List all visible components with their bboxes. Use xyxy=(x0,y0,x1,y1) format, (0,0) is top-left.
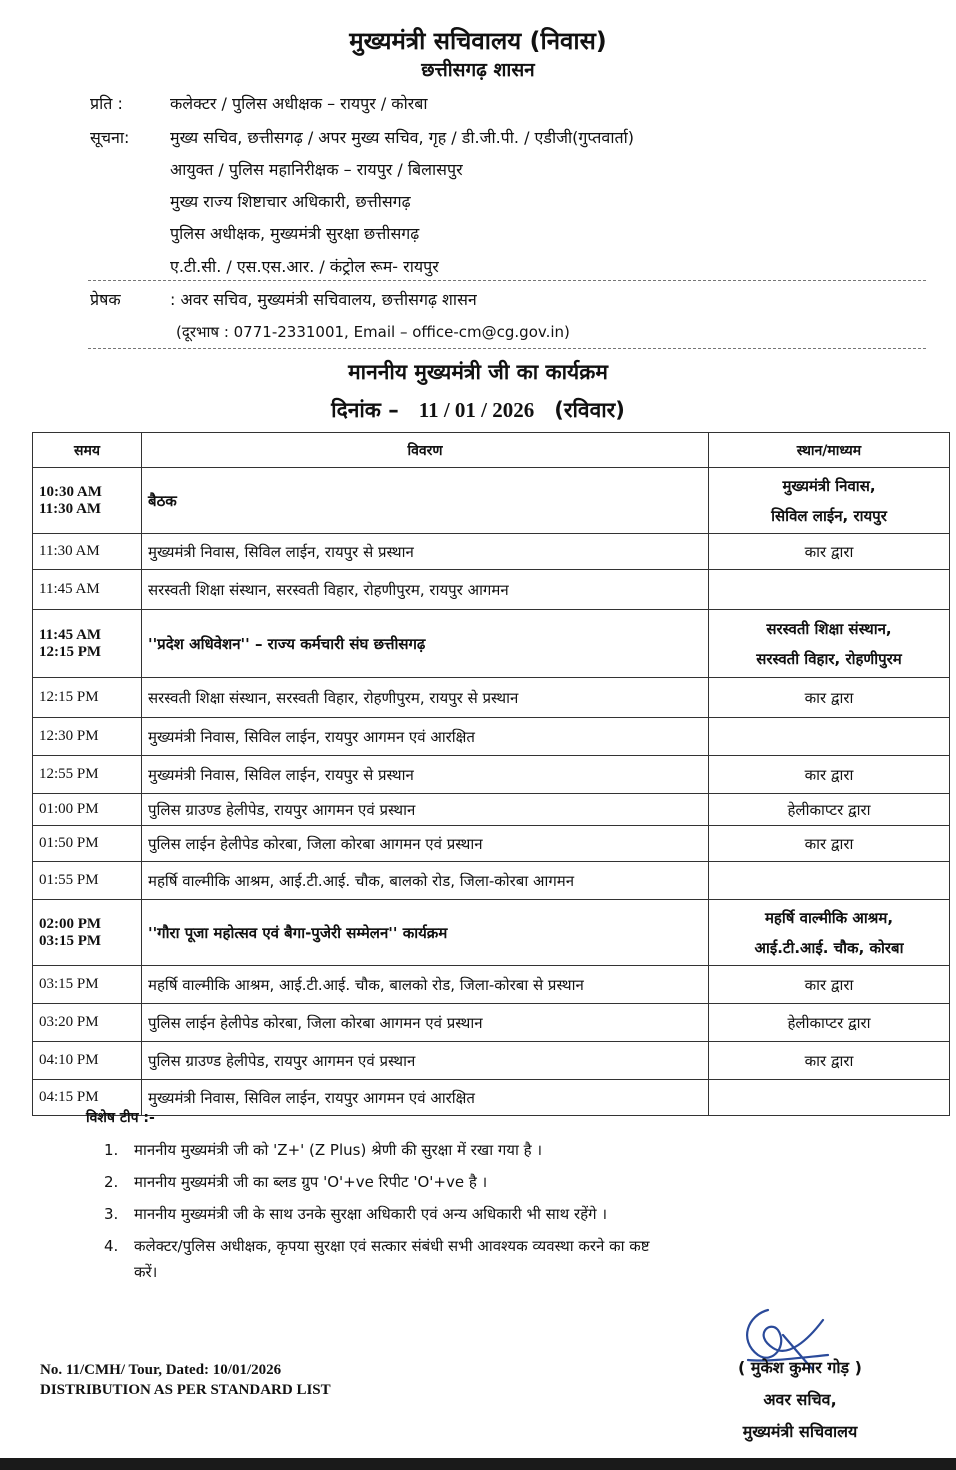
description-cell: सरस्वती शिक्षा संस्थान, सरस्वती विहार, रोहणीपुरम, रायपुर आगमन xyxy=(142,570,709,610)
sender-text: : अवर सचिव, मुख्यमंत्री सचिवालय, छत्तीसगढ़ शासन xyxy=(170,290,477,309)
description-cell: महर्षि वाल्मीकि आश्रम, आई.टी.आई. चौक, बालको रोड, जिला-कोरबा से प्रस्थान xyxy=(142,966,709,1004)
info-line-5: ए.टी.सी. / एस.एस.आर. / कंट्रोल रूम- रायपुर xyxy=(170,257,439,276)
table-row xyxy=(33,966,950,1004)
time-cell: 12:55 PM xyxy=(33,756,142,794)
sender-label: प्रेषक xyxy=(90,290,121,309)
table-row xyxy=(33,718,950,756)
table-header-row xyxy=(33,433,950,468)
description-cell: महर्षि वाल्मीकि आश्रम, आई.टी.आई. चौक, बालको रोड, जिला-कोरबा आगमन xyxy=(142,862,709,900)
description-cell: पुलिस ग्राउण्ड हेलीपेड, रायपुर आगमन एवं प्रस्थान xyxy=(142,1042,709,1080)
place-cell: मुख्यमंत्री निवास, सिविल लाईन, रायपुर xyxy=(709,468,950,534)
day-value: (रविवार) xyxy=(554,398,625,422)
info-line-2: आयुक्त / पुलिस महानिरीक्षक – रायपुर / बिलासपुर xyxy=(170,160,463,179)
description-cell: ''प्रदेश अधिवेशन'' – राज्य कर्मचारी संघ छत्तीसगढ़ xyxy=(142,610,709,678)
place-cell: सरस्वती शिक्षा संस्थान, सरस्वती विहार, रोहणीपुरम xyxy=(709,610,950,678)
time-cell: 10:30 AM 11:30 AM xyxy=(33,468,142,534)
date-label: दिनांक – xyxy=(331,398,399,422)
place-cell: महर्षि वाल्मीकि आश्रम, आई.टी.आई. चौक, कोरबा xyxy=(709,900,950,966)
header-time: समय xyxy=(33,433,142,468)
note-item: 4. कलेक्टर/पुलिस अधीक्षक, कृपया सुरक्षा एवं सत्कार संबंधी सभी आवश्यक व्यवस्था करने का कष्ट xyxy=(104,1237,650,1255)
table-row xyxy=(33,678,950,718)
place-cell: हेलीकाप्टर द्वारा xyxy=(709,1004,950,1042)
sender-line xyxy=(90,288,477,310)
bottom-edge-band xyxy=(0,1458,956,1470)
programme-date-line xyxy=(0,396,956,424)
place-cell: कार द्वारा xyxy=(709,534,950,570)
header-description: विवरण xyxy=(142,433,709,468)
place-cell xyxy=(709,862,950,900)
table-row xyxy=(33,570,950,610)
description-cell: मुख्यमंत्री निवास, सिविल लाईन, रायपुर आगमन एवं आरक्षित xyxy=(142,1080,709,1116)
time-cell: 02:00 PM 03:15 PM xyxy=(33,900,142,966)
to-line xyxy=(90,92,428,114)
time-cell: 01:55 PM xyxy=(33,862,142,900)
time-cell: 01:00 PM xyxy=(33,794,142,826)
time-cell: 04:15 PM xyxy=(33,1080,142,1116)
info-line-1: मुख्य सचिव, छत्तीसगढ़ / अपर मुख्य सचिव, गृह / डी.जी.पी. / एडीजी(गुप्तवार्ता) xyxy=(170,128,634,147)
description-cell: पुलिस ग्राउण्ड हेलीपेड, रायपुर आगमन एवं प्रस्थान xyxy=(142,794,709,826)
time-cell: 11:45 AM 12:15 PM xyxy=(33,610,142,678)
description-cell: पुलिस लाईन हेलीपेड कोरबा, जिला कोरबा आगमन एवं प्रस्थान xyxy=(142,826,709,862)
date-value: 11 / 01 / 2026 xyxy=(418,398,535,422)
to-text: कलेक्टर / पुलिस अधीक्षक – रायपुर / कोरबा xyxy=(170,94,428,113)
government-subtitle: छत्तीसगढ़ शासन xyxy=(421,59,535,81)
contact-line: (दूरभाष : 0771-2331001, Email – office-cm@cg.gov.in) xyxy=(176,323,570,341)
description-cell: बैठक xyxy=(142,468,709,534)
signatory-designation: अवर सचिव, xyxy=(763,1390,837,1409)
table-row xyxy=(33,610,950,678)
time-cell: 04:10 PM xyxy=(33,1042,142,1080)
info-line-3: मुख्य राज्य शिष्टाचार अधिकारी, छत्तीसगढ़ xyxy=(170,192,411,211)
time-cell: 03:20 PM xyxy=(33,1004,142,1042)
table-row xyxy=(33,1042,950,1080)
divider-2 xyxy=(88,348,926,349)
note-item: 3. माननीय मुख्यमंत्री जी के साथ उनके सुरक्षा अधिकारी एवं अन्य अधिकारी भी साथ रहेंगे । xyxy=(104,1205,608,1223)
place-cell: कार द्वारा xyxy=(709,1042,950,1080)
distribution-note: DISTRIBUTION AS PER STANDARD LIST xyxy=(40,1382,331,1398)
place-cell xyxy=(709,1080,950,1116)
table-row xyxy=(33,756,950,794)
info-line xyxy=(90,126,634,148)
description-cell: मुख्यमंत्री निवास, सिविल लाईन, रायपुर आगमन एवं आरक्षित xyxy=(142,718,709,756)
table-row xyxy=(33,468,950,534)
description-cell: सरस्वती शिक्षा संस्थान, सरस्वती विहार, रोहणीपुरम, रायपुर से प्रस्थान xyxy=(142,678,709,718)
note-item: 1. माननीय मुख्यमंत्री जी को 'Z+' (Z Plus) श्रेणी की सुरक्षा में रखा गया है । xyxy=(104,1141,543,1159)
info-label: सूचना: xyxy=(90,128,130,147)
place-cell xyxy=(709,570,950,610)
time-cell: 03:15 PM xyxy=(33,966,142,1004)
table-row xyxy=(33,1004,950,1042)
time-cell: 12:30 PM xyxy=(33,718,142,756)
notes-heading: विशेष टीप :- xyxy=(86,1110,155,1126)
description-cell: मुख्यमंत्री निवास, सिविल लाईन, रायपुर से प्रस्थान xyxy=(142,756,709,794)
to-label: प्रति : xyxy=(90,94,123,113)
programme-title: माननीय मुख्यमंत्री जी का कार्यक्रम xyxy=(348,360,608,384)
place-cell: कार द्वारा xyxy=(709,966,950,1004)
time-cell: 11:45 AM xyxy=(33,570,142,610)
table-row xyxy=(33,1080,950,1116)
header-place: स्थान/माध्यम xyxy=(709,433,950,468)
place-cell: कार द्वारा xyxy=(709,756,950,794)
office-title: मुख्यमंत्री सचिवालय (निवास) xyxy=(349,27,607,55)
place-cell xyxy=(709,718,950,756)
signatory-name: ( मुकेश कुमार गोड़ ) xyxy=(738,1358,862,1377)
place-cell: कार द्वारा xyxy=(709,678,950,718)
table-row xyxy=(33,826,950,862)
note-item: 2. माननीय मुख्यमंत्री जी का ब्लड ग्रुप 'O'+ve रिपीट 'O'+ve है । xyxy=(104,1173,488,1191)
info-line-4: पुलिस अधीक्षक, मुख्यमंत्री सुरक्षा छत्तीसगढ़ xyxy=(170,224,420,243)
place-cell: हेलीकाप्टर द्वारा xyxy=(709,794,950,826)
description-cell: मुख्यमंत्री निवास, सिविल लाईन, रायपुर से प्रस्थान xyxy=(142,534,709,570)
table-row xyxy=(33,534,950,570)
table-row xyxy=(33,794,950,826)
time-cell: 12:15 PM xyxy=(33,678,142,718)
time-cell: 01:50 PM xyxy=(33,826,142,862)
schedule-table xyxy=(32,432,950,1116)
note-item-continuation: करें। xyxy=(134,1263,158,1281)
time-cell: 11:30 AM xyxy=(33,534,142,570)
table-row xyxy=(33,900,950,966)
reference-number: No. 11/CMH/ Tour, Dated: 10/01/2026 xyxy=(40,1362,282,1378)
signatory-office: मुख्यमंत्री सचिवालय xyxy=(742,1422,858,1441)
place-cell: कार द्वारा xyxy=(709,826,950,862)
description-cell: ''गौरा पूजा महोत्सव एवं बैगा-पुजेरी सम्मेलन'' कार्यक्रम xyxy=(142,900,709,966)
table-row xyxy=(33,862,950,900)
divider-1 xyxy=(88,280,926,281)
description-cell: पुलिस लाईन हेलीपेड कोरबा, जिला कोरबा आगमन एवं प्रस्थान xyxy=(142,1004,709,1042)
